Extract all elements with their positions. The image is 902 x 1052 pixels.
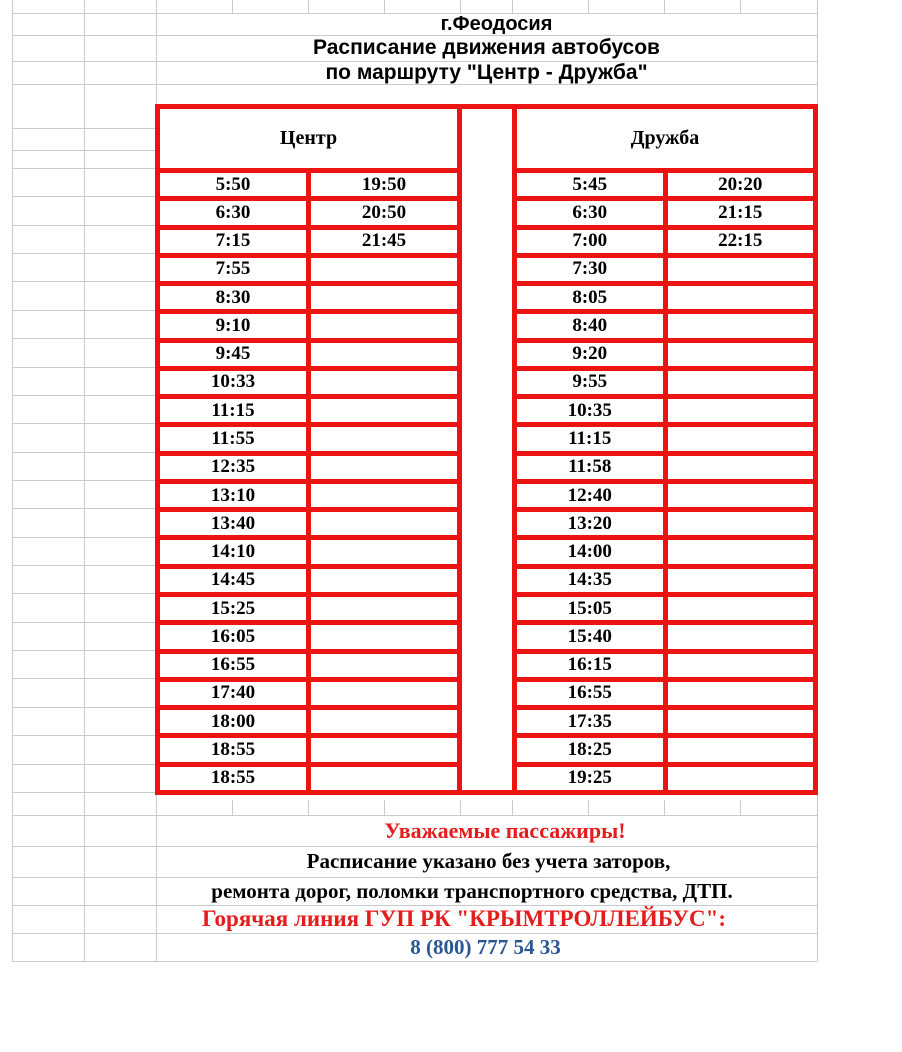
time-cell: 9:55 [517,371,668,394]
time-cell: 22:15 [718,230,763,252]
schedule-row [160,738,457,766]
time-cell [668,427,814,450]
schedule-row [517,569,813,597]
time-cell [668,767,814,790]
time-cell: 15:40 [517,625,668,648]
table-header-druzhba: Дружба [517,109,813,173]
time-cell [668,314,814,337]
time-cell [668,682,814,705]
gridline [588,0,589,13]
time-cell [311,738,457,761]
schedule-row [517,399,813,427]
time-cell: 7:15 [160,230,311,253]
schedule-row [160,682,457,710]
schedule-row [160,710,457,738]
time-cell: 5:45 [517,173,668,196]
time-cell: 11:15 [160,399,311,422]
gridline [384,0,385,13]
schedule-row [160,540,457,568]
schedule-row [160,371,457,399]
gridline [12,961,817,962]
time-cell: 13:20 [517,512,668,535]
gridline [232,800,233,815]
title-subtitle-2: по маршруту "Центр - Дружба" [325,61,648,84]
time-cell [668,484,814,507]
time-cell: 15:05 [517,597,668,620]
schedule-row [517,767,813,790]
time-cell [668,738,814,761]
time-cell: 14:00 [517,540,668,563]
time-cell: 8:05 [517,286,668,309]
gridline [12,84,817,85]
schedule-row [160,654,457,682]
schedule-row [517,427,813,455]
time-cell: 16:55 [160,654,311,677]
time-cell [668,710,814,733]
gridline [664,0,665,13]
time-cell [311,540,457,563]
table-header-center: Центр [160,109,457,173]
time-cell [668,371,814,394]
time-cell: 7:55 [160,258,311,281]
time-cell [668,512,814,535]
schedule-row [160,258,457,286]
schedule-row [160,569,457,597]
schedule-row [517,286,813,314]
time-cell [668,597,814,620]
gridline [384,800,385,815]
notes-line-2: ремонта дорог, поломки транспортного средства, ДТП. [211,879,733,903]
schedule-row [517,540,813,568]
schedule-row [160,173,457,201]
time-cell [311,654,457,677]
schedule-row [517,314,813,342]
schedule-row [160,399,457,427]
time-cell: 9:20 [517,343,668,366]
time-cell [311,343,457,366]
time-cell: 19:25 [517,767,668,790]
table-body-druzhba [517,173,813,790]
schedule-row [160,314,457,342]
time-cell: 20:50 [361,201,407,223]
gridline [308,0,309,13]
title-city: г.Феодосия [440,13,553,35]
time-cell [311,258,457,281]
table-body-center [160,173,457,790]
time-cell: 9:45 [160,343,311,366]
time-cell [311,314,457,337]
time-cell [311,767,457,790]
time-cell: 6:30 [517,201,668,224]
time-cell: 16:05 [160,625,311,648]
gridline [460,800,461,815]
time-cell [311,625,457,648]
time-cell: 21:45 [361,230,407,252]
schedule-row [517,738,813,766]
time-cell: 11:58 [517,456,668,479]
title-subtitle-1: Расписание движения автобусов [313,36,660,59]
time-cell [311,371,457,394]
time-cell: 12:40 [517,484,668,507]
time-cell: 8:30 [160,286,311,309]
time-cell [668,569,814,592]
time-cell [311,512,457,535]
schedule-row [517,597,813,625]
time-cell [311,682,457,705]
gridline [512,0,513,13]
gridline [308,800,309,815]
schedule-row [517,512,813,540]
time-cell: 14:45 [160,569,311,592]
notes-hotline: Горячая линия ГУП РК "КРЫМТРОЛЛЕЙБУС": [201,906,727,931]
gridline [232,0,233,13]
time-cell: 13:40 [160,512,311,535]
gridline [460,0,461,13]
time-cell: 10:33 [160,371,311,394]
schedule-row [517,484,813,512]
time-cell: 10:35 [517,399,668,422]
schedule-row [160,201,457,229]
time-cell [311,710,457,733]
time-cell: 5:50 [160,173,311,196]
time-cell [668,286,814,309]
table-top-border-bridge [458,104,516,109]
schedule-row [517,371,813,399]
schedule-row [517,201,813,229]
time-cell: 18:55 [160,738,311,761]
time-cell [311,399,457,422]
gridline [740,0,741,13]
time-cell: 18:25 [517,738,668,761]
time-cell [668,343,814,366]
schedule-row [517,343,813,371]
time-cell: 13:10 [160,484,311,507]
schedule-row [517,230,813,258]
schedule-table-center [155,104,462,795]
time-cell: 21:15 [718,201,763,223]
schedule-row [160,625,457,653]
time-cell: 7:30 [517,258,668,281]
time-cell: 7:00 [517,230,668,253]
gridline [588,800,589,815]
gridline [740,800,741,815]
schedule-row [160,230,457,258]
time-cell [311,427,457,450]
time-cell [311,597,457,620]
time-cell [311,456,457,479]
time-cell [668,258,814,281]
schedule-row [160,512,457,540]
time-cell: 17:35 [517,710,668,733]
schedule-row [517,625,813,653]
schedule-row [160,286,457,314]
notes-heading: Уважаемые пассажиры! [384,818,626,843]
schedule-row [517,682,813,710]
gridline [84,0,85,961]
time-cell: 6:30 [160,201,311,224]
time-cell [311,286,457,309]
schedule-row [160,767,457,790]
gridline [12,0,13,961]
time-cell: 17:40 [160,682,311,705]
time-cell: 18:00 [160,710,311,733]
schedule-table-druzhba [512,104,818,795]
schedule-row [517,654,813,682]
time-cell [311,484,457,507]
time-cell: 15:25 [160,597,311,620]
time-cell: 16:55 [517,682,668,705]
notes-phone-number: 8 (800) 777 54 33 [410,935,561,959]
time-cell: 20:20 [718,173,763,195]
time-cell: 18:55 [160,767,311,790]
time-cell: 11:55 [160,427,311,450]
schedule-row [160,484,457,512]
time-cell [668,654,814,677]
time-cell [668,625,814,648]
schedule-row [160,343,457,371]
table-bottom-border-bridge [458,790,516,795]
schedule-row [517,456,813,484]
gridline [512,800,513,815]
gridline [664,800,665,815]
time-cell [311,569,457,592]
schedule-row [517,258,813,286]
time-cell: 8:40 [517,314,668,337]
notes-line-1: Расписание указано без учета заторов, [306,849,671,873]
schedule-row [517,710,813,738]
schedule-row [517,173,813,201]
time-cell [668,456,814,479]
schedule-row [160,597,457,625]
time-cell: 14:10 [160,540,311,563]
schedule-row [160,427,457,455]
time-cell: 19:50 [361,173,407,195]
time-cell: 11:15 [517,427,668,450]
time-cell [668,540,814,563]
schedule-row [160,456,457,484]
time-cell [668,399,814,422]
time-cell: 12:35 [160,456,311,479]
time-cell: 16:15 [517,654,668,677]
time-cell: 14:35 [517,569,668,592]
time-cell: 9:10 [160,314,311,337]
